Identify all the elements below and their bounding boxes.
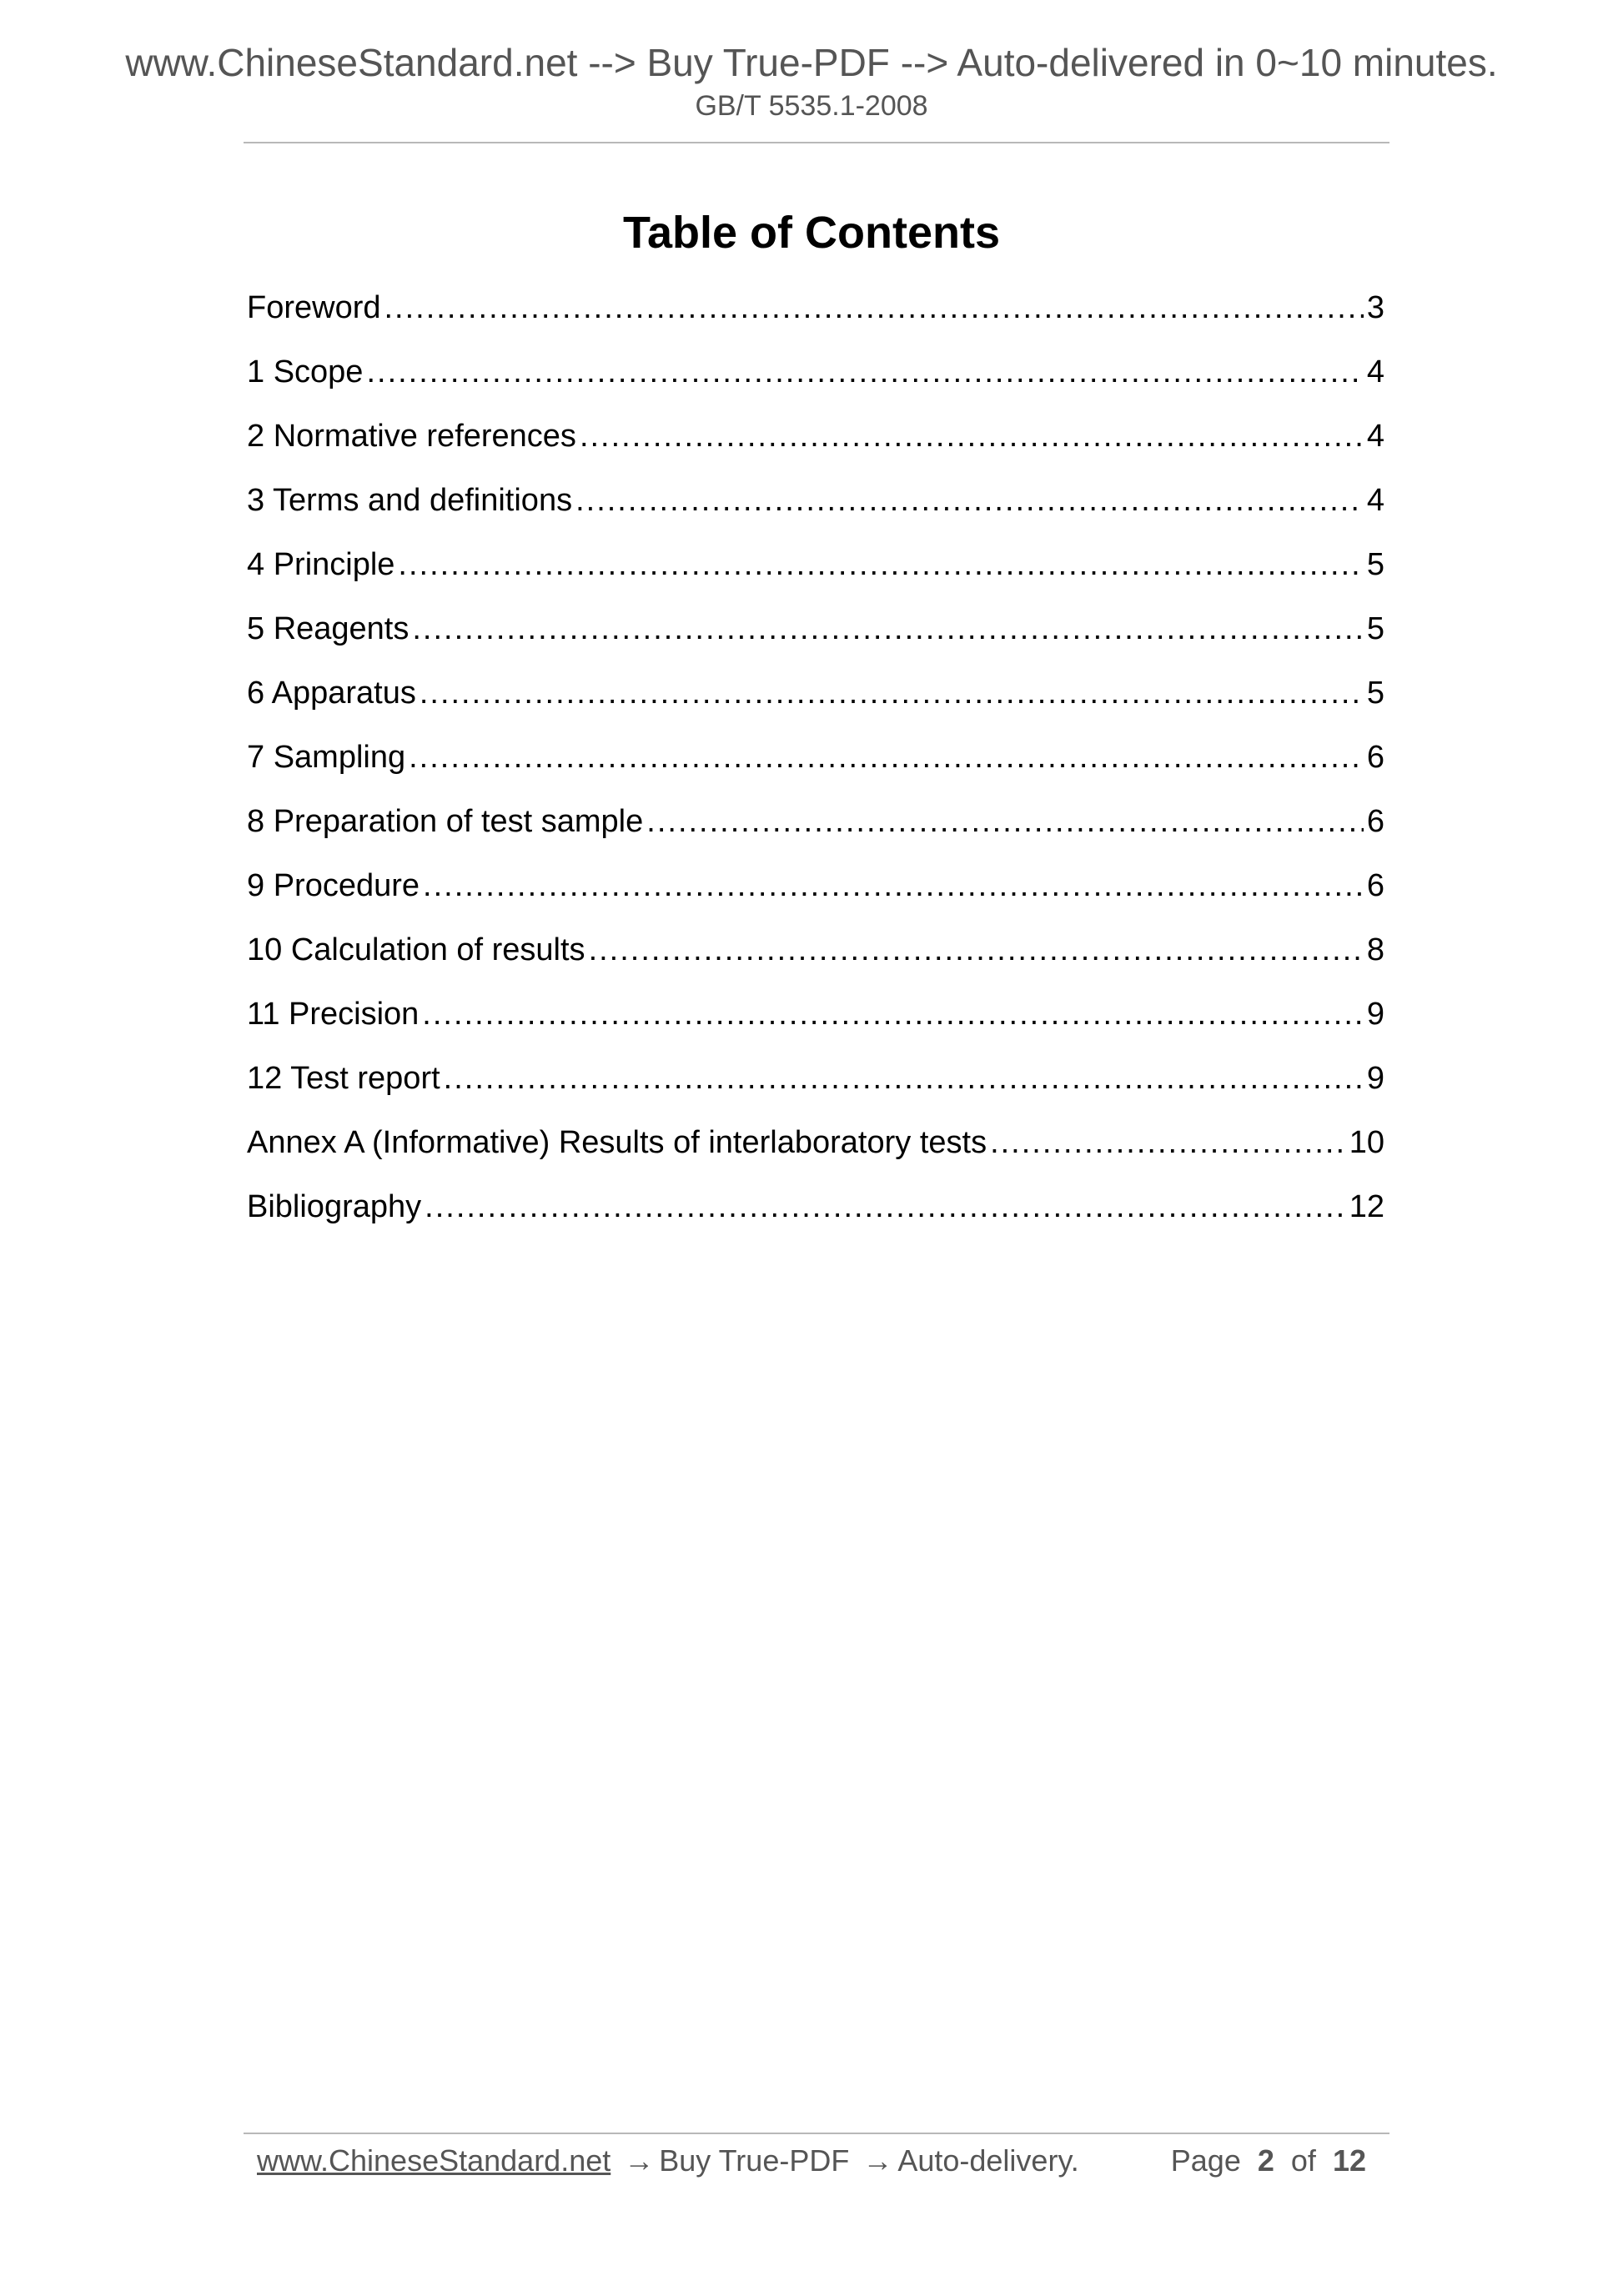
toc-entry-label: 6 Apparatus bbox=[247, 676, 416, 711]
toc-entry-terms-and-definitions[interactable] bbox=[247, 485, 1384, 549]
toc-entry-bibliography[interactable] bbox=[247, 1191, 1384, 1255]
toc-entry-page: 8 bbox=[1366, 932, 1384, 967]
toc-entry-page: 4 bbox=[1366, 354, 1384, 389]
toc-entry-label: 4 Principle bbox=[247, 547, 395, 582]
toc-entry-procedure[interactable] bbox=[247, 870, 1384, 934]
toc-entry-sampling[interactable] bbox=[247, 741, 1384, 806]
footer-delivery-text: Auto-delivery. bbox=[897, 2143, 1079, 2178]
toc-entry-label: 2 Normative references bbox=[247, 419, 576, 454]
toc-entry-label: 12 Test report bbox=[247, 1061, 440, 1096]
current-page-number: 2 bbox=[1257, 2143, 1274, 2178]
toc-entry-principle[interactable] bbox=[247, 549, 1384, 613]
toc-dot-leader bbox=[398, 549, 1363, 580]
toc-entry-test-report[interactable] bbox=[247, 1063, 1384, 1127]
toc-entry-normative-references[interactable] bbox=[247, 420, 1384, 485]
toc-dot-leader bbox=[412, 613, 1363, 645]
of-word: of bbox=[1290, 2143, 1316, 2178]
toc-entry-label: Annex A (Informative) Results of interlaboratory tests bbox=[247, 1125, 987, 1160]
page-title: Table of Contents bbox=[623, 208, 1000, 258]
toc-dot-leader bbox=[589, 934, 1364, 966]
toc-entry-calculation-of-results[interactable] bbox=[247, 934, 1384, 998]
toc-dot-leader bbox=[444, 1063, 1364, 1094]
right-arrow-icon: → bbox=[624, 2143, 655, 2178]
total-pages-number: 12 bbox=[1332, 2143, 1366, 2178]
toc-dot-leader bbox=[646, 806, 1364, 837]
toc-entry-label: Bibliography bbox=[247, 1189, 422, 1224]
footer-buy-text: Buy True-PDF bbox=[659, 2143, 850, 2178]
toc-entry-label: 9 Procedure bbox=[247, 868, 420, 903]
toc-dot-leader bbox=[409, 741, 1364, 773]
toc-entry-page: 9 bbox=[1366, 1061, 1384, 1096]
toc-dot-leader bbox=[423, 870, 1364, 902]
toc-dot-leader bbox=[575, 485, 1364, 516]
toc-entry-page: 9 bbox=[1366, 997, 1384, 1032]
toc-entry-annex-a[interactable] bbox=[247, 1127, 1384, 1191]
toc-entry-label: 1 Scope bbox=[247, 354, 364, 389]
toc-dot-leader bbox=[425, 1191, 1346, 1223]
toc-dot-leader bbox=[422, 998, 1364, 1030]
toc-entry-page: 5 bbox=[1366, 611, 1384, 646]
toc-entry-apparatus[interactable] bbox=[247, 677, 1384, 741]
footer-left bbox=[257, 2140, 1079, 2182]
toc-dot-leader bbox=[990, 1127, 1346, 1158]
toc-entry-label: 10 Calculation of results bbox=[247, 932, 585, 967]
footer-site-link[interactable]: www.ChineseStandard.net bbox=[257, 2143, 611, 2178]
toc-entry-page: 4 bbox=[1366, 483, 1384, 518]
footer-divider bbox=[244, 2133, 1389, 2134]
toc-entry-label: Foreword bbox=[247, 290, 381, 325]
toc-list bbox=[247, 292, 1384, 1255]
header-divider bbox=[244, 142, 1389, 143]
site-header-line: www.ChineseStandard.net --> Buy True-PDF --> Auto-delivered in 0~10 minutes. bbox=[125, 41, 1498, 84]
toc-entry-page: 10 bbox=[1349, 1125, 1384, 1160]
toc-entry-page: 6 bbox=[1366, 868, 1384, 903]
toc-entry-label: 11 Precision bbox=[247, 997, 420, 1032]
toc-dot-leader bbox=[420, 677, 1364, 709]
right-arrow-icon: → bbox=[862, 2143, 893, 2178]
toc-dot-leader bbox=[580, 420, 1364, 452]
toc-entry-preparation-of-test-sample[interactable] bbox=[247, 806, 1384, 870]
toc-dot-leader bbox=[366, 356, 1363, 388]
toc-entry-foreword[interactable] bbox=[247, 292, 1384, 356]
toc-entry-page: 6 bbox=[1366, 740, 1384, 775]
toc-entry-label: 5 Reagents bbox=[247, 611, 410, 646]
toc-entry-page: 5 bbox=[1366, 547, 1384, 582]
toc-entry-page: 3 bbox=[1366, 290, 1384, 325]
toc-entry-reagents[interactable] bbox=[247, 613, 1384, 677]
toc-entry-page: 4 bbox=[1366, 419, 1384, 454]
page-footer bbox=[257, 2140, 1374, 2182]
toc-entry-page: 6 bbox=[1366, 804, 1384, 839]
toc-entry-precision[interactable] bbox=[247, 998, 1384, 1063]
page-indicator bbox=[1171, 2140, 1374, 2182]
toc-entry-page: 12 bbox=[1349, 1189, 1384, 1224]
toc-entry-label: 7 Sampling bbox=[247, 740, 406, 775]
document-id: GB/T 5535.1-2008 bbox=[695, 90, 928, 122]
page-word: Page bbox=[1170, 2143, 1241, 2178]
toc-entry-label: 3 Terms and definitions bbox=[247, 483, 573, 518]
toc-entry-page: 5 bbox=[1366, 676, 1384, 711]
toc-entry-scope[interactable] bbox=[247, 356, 1384, 420]
toc-dot-leader bbox=[384, 292, 1364, 324]
toc-entry-label: 8 Preparation of test sample bbox=[247, 804, 644, 839]
